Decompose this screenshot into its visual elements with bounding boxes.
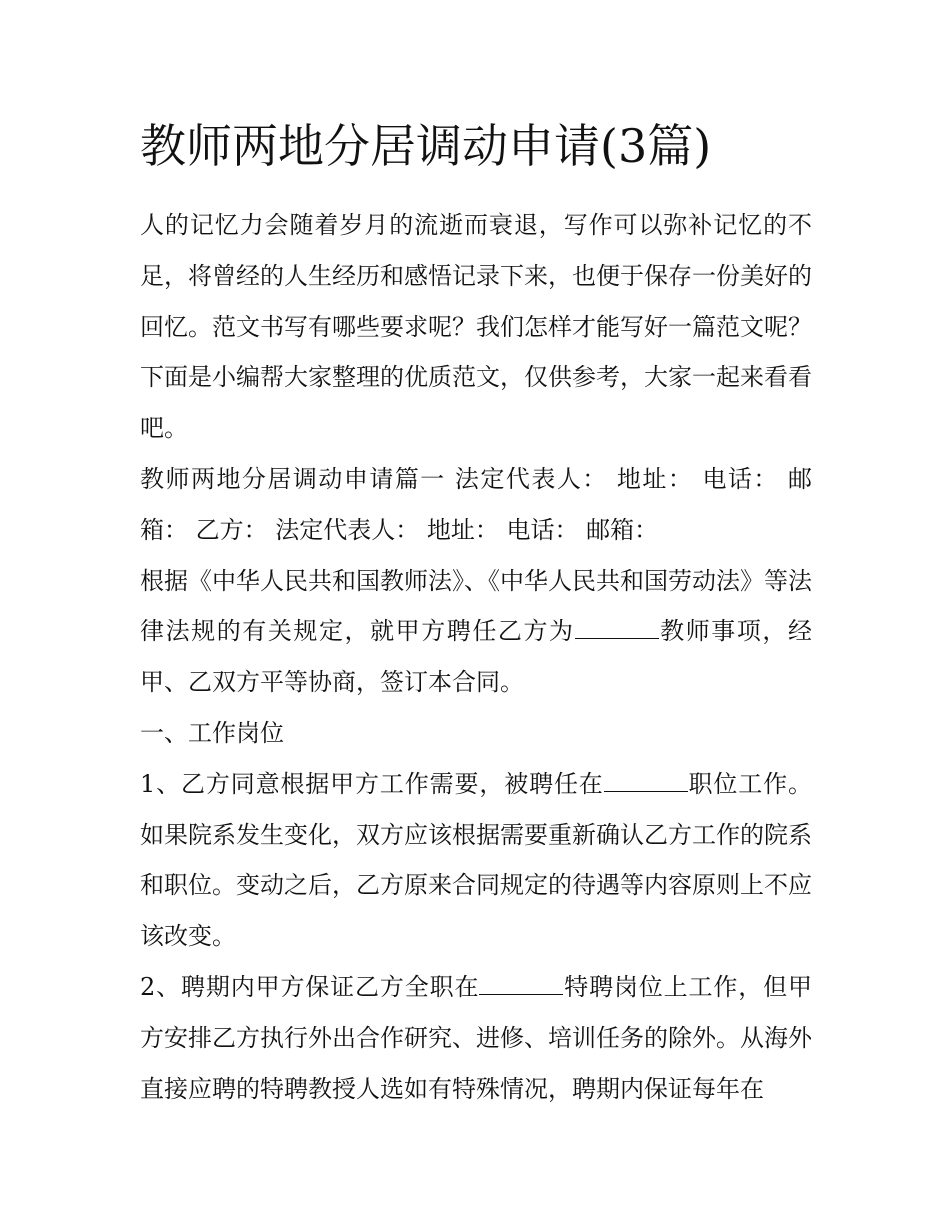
clause-1-text-before: 1、乙方同意根据甲方工作需要，被聘任在 (140, 769, 604, 798)
section-heading: 一、工作岗位 (140, 718, 284, 747)
document-title: 教师两地分居调动申请(3篇) (140, 119, 712, 173)
law-basis-text-before: 根据《中华人民共和国教师法》、《中华人民共和国劳动法》等法律法规的有关规定，就甲方聘任乙方为 (140, 566, 812, 646)
clause-2-text-after: 特聘岗位上工作，但甲方安排乙方执行外出合作研究、进修、培训任务的除外。从海外直接应聘的特聘教授人选如有特殊情况，聘期内保证每年在 (140, 972, 812, 1103)
clause-1-text-after: 职位工作。如果院系发生变化，双方应该根据需要重新确认乙方工作的院系和职位。变动之后，乙方原来合同规定的待遇等内容原则上不应该改变。 (140, 769, 812, 951)
clause-2-paragraph (140, 962, 812, 1114)
fill-in-blank (575, 616, 659, 639)
law-basis-paragraph (140, 556, 812, 708)
law-basis-text-after: 教师事项，经甲、乙双方平等协商，签订本合同。 (140, 617, 813, 697)
party-info-paragraph: 教师两地分居调动申请篇一 法定代表人： 地址： 电话： 邮箱： 乙方： 法定代表人： 地址： 电话： 邮箱： (140, 464, 812, 544)
fill-in-blank (604, 769, 688, 792)
intro-paragraph: 人的记忆力会随着岁月的流逝而衰退，写作可以弥补记忆的不足，将曾经的人生经历和感悟记录下来，也便于保存一份美好的回忆。范文书写有哪些要求呢？我们怎样才能写好一篇范文呢？下面是小编帮大家整理的优质范文，仅供参考，大家一起来看看吧。 (140, 211, 812, 443)
document-page (140, 112, 812, 1114)
clause-2-text-before: 2、聘期内甲方保证乙方全职在 (140, 972, 480, 1001)
fill-in-blank (479, 972, 563, 995)
clause-1-paragraph (140, 759, 812, 962)
